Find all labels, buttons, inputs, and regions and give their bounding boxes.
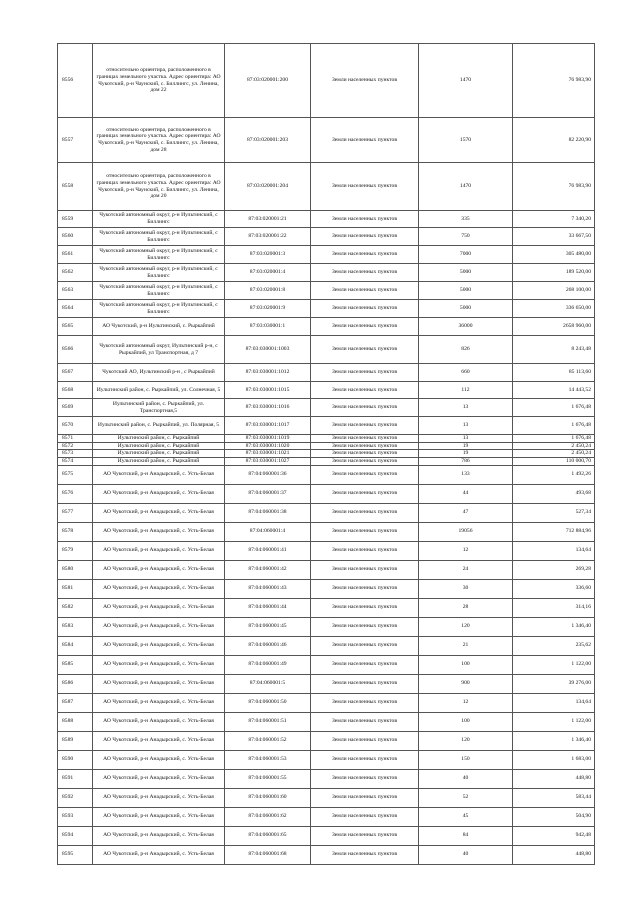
cell-num: 8583 (58, 617, 93, 636)
cell-cost: 110 000,70 (513, 458, 595, 466)
cell-cost: 1 492,26 (513, 465, 595, 484)
cell-cad: 87:03:020001:9 (225, 300, 311, 318)
cell-area: 40 (419, 769, 513, 788)
cell-addr: АО Чукотский, р-н Анадырский, с. Усть-Белая (93, 674, 225, 693)
cell-area: 13 (419, 417, 513, 435)
cell-cad: 87:04:060001:45 (225, 617, 311, 636)
cell-cat: Земли населенных пунктов (311, 712, 419, 731)
cell-addr: относительно ориентира, расположенного в границах земельного участка. Адрес ориентира: АО Чукотский, р-н Чаунский, с. Биллингс, ул. Ленина, дом 28 (93, 118, 225, 163)
cell-num: 8580 (58, 560, 93, 579)
cell-cat: Земли населенных пунктов (311, 674, 419, 693)
cell-cad: 87:04:060001:53 (225, 750, 311, 769)
cell-addr: АО Чукотский, р-н Анадырский, с. Усть-Белая (93, 826, 225, 845)
cell-num: 8595 (58, 845, 93, 864)
table-row (58, 674, 595, 693)
cell-cad: 87:04:060001:49 (225, 655, 311, 674)
cell-cost: 942,48 (513, 826, 595, 845)
cell-num: 8557 (58, 118, 93, 163)
table-row (58, 382, 595, 399)
table-row (58, 560, 595, 579)
table-row (58, 826, 595, 845)
document-page (57, 43, 594, 865)
cell-cat: Земли населенных пунктов (311, 264, 419, 282)
cell-cad: 87:04:060001:62 (225, 807, 311, 826)
cell-cat: Земли населенных пунктов (311, 399, 419, 417)
cell-addr: АО Чукотский, р-н Анадырский, с. Усть-Белая (93, 788, 225, 807)
cell-cat: Земли населенных пунктов (311, 693, 419, 712)
table-row (58, 731, 595, 750)
cell-cad: 87:03:030001:1015 (225, 382, 311, 399)
cell-cost: 314,16 (513, 598, 595, 617)
cell-cad: 87:03:020001:203 (225, 118, 311, 163)
cell-area: 335 (419, 211, 513, 228)
table-row (58, 655, 595, 674)
cell-area: 52 (419, 788, 513, 807)
table-row (58, 44, 595, 118)
cell-area: 1570 (419, 118, 513, 163)
cell-addr: АО Чукотский, р-н Анадырский, с. Усть-Белая (93, 484, 225, 503)
cell-cost: 14 443,52 (513, 382, 595, 399)
cell-cost: 305 480,00 (513, 246, 595, 264)
cell-num: 8558 (58, 163, 93, 211)
cell-cost: 1 346,40 (513, 617, 595, 636)
cell-num: 8563 (58, 282, 93, 300)
cell-num: 8559 (58, 211, 93, 228)
cell-cost: 134,64 (513, 541, 595, 560)
cell-cost: 712 884,96 (513, 522, 595, 541)
cell-num: 8560 (58, 228, 93, 246)
cell-addr: АО Чукотский, р-н Анадырский, с. Усть-Белая (93, 769, 225, 788)
cell-num: 8586 (58, 674, 93, 693)
cell-cost: 269,28 (513, 560, 595, 579)
cell-area: 28 (419, 598, 513, 617)
cell-cad: 87:04:060001:41 (225, 541, 311, 560)
cell-cad: 87:03:030001:1016 (225, 399, 311, 417)
cell-cost: 85 113,60 (513, 364, 595, 382)
cell-num: 8592 (58, 788, 93, 807)
cell-cat: Земли населенных пунктов (311, 211, 419, 228)
cell-area: 24 (419, 560, 513, 579)
cell-area: 47 (419, 503, 513, 522)
cell-area: 5000 (419, 264, 513, 282)
cell-cat: Земли населенных пунктов (311, 579, 419, 598)
table-body (58, 44, 595, 865)
table-row (58, 399, 595, 417)
table-row (58, 318, 595, 336)
cell-area: 40 (419, 845, 513, 864)
cell-cost: 8 243,48 (513, 336, 595, 364)
cell-addr: Чукотский АО, Иультинский р-н , с Рыркайпий (93, 364, 225, 382)
cell-cad: 87:04:060001:4 (225, 522, 311, 541)
cell-area: 44 (419, 484, 513, 503)
cell-cad: 87:04:060001:52 (225, 731, 311, 750)
cell-area: 900 (419, 674, 513, 693)
cell-cad: 87:03:030001:1017 (225, 417, 311, 435)
cell-cat: Земли населенных пунктов (311, 598, 419, 617)
cell-addr: относительно ориентира, расположенного в границах земельного участка. Адрес ориентира: АО Чукотский, р-н Чаунский, с. Биллингс, ул. Ленина, дом 20 (93, 163, 225, 211)
cell-cost: 583,44 (513, 788, 595, 807)
table-row (58, 246, 595, 264)
cell-cat: Земли населенных пунктов (311, 788, 419, 807)
cell-num: 8562 (58, 264, 93, 282)
cell-addr: Чукотский автономный округ, р-н Иультинский, с Биллингс (93, 228, 225, 246)
cell-cost: 1 676,48 (513, 435, 595, 443)
cell-num: 8578 (58, 522, 93, 541)
table-row (58, 522, 595, 541)
cell-num: 8567 (58, 364, 93, 382)
cell-cat: Земли населенных пунктов (311, 655, 419, 674)
cell-cost: 1 683,00 (513, 750, 595, 769)
cell-cad: 87:03:030001:1003 (225, 336, 311, 364)
cell-area: 1470 (419, 44, 513, 118)
cell-addr: АО Чукотский, р-н Анадырский, с. Усть-Белая (93, 598, 225, 617)
cell-cost: 189 520,00 (513, 264, 595, 282)
cell-cat: Земли населенных пунктов (311, 450, 419, 458)
cell-cat: Земли населенных пунктов (311, 118, 419, 163)
cell-area: 100 (419, 655, 513, 674)
cell-addr: Иультинский район, с. Рыркайпий, ул. Полярная, 5 (93, 417, 225, 435)
cell-cat: Земли населенных пунктов (311, 750, 419, 769)
cell-num: 8573 (58, 450, 93, 458)
cell-addr: относительно ориентира, расположенного в границах земельного участка. Адрес ориентира: АО Чукотский, р-н Чаунский, с. Биллингс, ул. Ленина, дом 22 (93, 44, 225, 118)
cell-addr: Чукотский автономный округ, р-н Иультинский, с Биллингс (93, 300, 225, 318)
table-row (58, 163, 595, 211)
table-row (58, 364, 595, 382)
cell-area: 45 (419, 807, 513, 826)
cell-cad: 87:04:060001:55 (225, 769, 311, 788)
cell-addr: АО Чукотский, р-н Анадырский, с. Усть-Белая (93, 693, 225, 712)
cell-cost: 527,34 (513, 503, 595, 522)
cell-area: 12 (419, 541, 513, 560)
table-row (58, 465, 595, 484)
cell-area: 13 (419, 399, 513, 417)
cell-cat: Земли населенных пунктов (311, 282, 419, 300)
cell-cat: Земли населенных пунктов (311, 484, 419, 503)
cell-num: 8579 (58, 541, 93, 560)
cell-cat: Земли населенных пунктов (311, 458, 419, 466)
cell-addr: Чукотский автономный округ, р-н Иультинский, с Биллингс (93, 264, 225, 282)
cell-cad: 87:03:020001:204 (225, 163, 311, 211)
cell-addr: АО Чукотский, р-н Анадырский, с. Усть-Белая (93, 541, 225, 560)
cell-cost: 1 676,48 (513, 417, 595, 435)
cell-num: 8585 (58, 655, 93, 674)
cell-addr: АО Чукотский, р-н Анадырский, с. Усть-Белая (93, 465, 225, 484)
land-registry-table (57, 43, 595, 865)
cell-addr: АО Чукотский, р-н Анадырский, с. Усть-Белая (93, 807, 225, 826)
cell-area: 112 (419, 382, 513, 399)
cell-addr: АО Чукотский, р-н Анадырский, с. Усть-Белая (93, 750, 225, 769)
table-row (58, 788, 595, 807)
cell-cost: 1 346,40 (513, 731, 595, 750)
cell-cost: 33 667,50 (513, 228, 595, 246)
cell-addr: Иультинский район, с. Рыркайпий, ул. Транспортная,5 (93, 399, 225, 417)
cell-area: 7000 (419, 246, 513, 264)
cell-cat: Земли населенных пунктов (311, 336, 419, 364)
cell-addr: Чукотский автономный округ, р-н Иультинский, с Биллингс (93, 246, 225, 264)
cell-cost: 336 650,00 (513, 300, 595, 318)
cell-cat: Земли населенных пунктов (311, 636, 419, 655)
cell-num: 8575 (58, 465, 93, 484)
table-row (58, 769, 595, 788)
cell-area: 120 (419, 731, 513, 750)
cell-addr: АО Чукотский, р-н Анадырский, с. Усть-Белая (93, 579, 225, 598)
cell-cat: Земли населенных пунктов (311, 541, 419, 560)
cell-cad: 87:04:060001:43 (225, 579, 311, 598)
cell-cat: Земли населенных пунктов (311, 522, 419, 541)
cell-cat: Земли населенных пунктов (311, 442, 419, 450)
cell-cat: Земли населенных пунктов (311, 163, 419, 211)
cell-cad: 87:03:020001:21 (225, 211, 311, 228)
table-row (58, 503, 595, 522)
cell-num: 8556 (58, 44, 93, 118)
cell-cost: 39 276,00 (513, 674, 595, 693)
cell-cost: 448,80 (513, 845, 595, 864)
cell-addr: АО Чукотский, р-н Анадырский, с. Усть-Белая (93, 712, 225, 731)
cell-cost: 82 220,90 (513, 118, 595, 163)
cell-area: 84 (419, 826, 513, 845)
cell-cad: 87:04:060001:38 (225, 503, 311, 522)
table-row (58, 118, 595, 163)
table-row (58, 450, 595, 458)
cell-num: 8577 (58, 503, 93, 522)
cell-addr: АО Чукотский, р-н Анадырский, с. Усть-Белая (93, 636, 225, 655)
cell-area: 30 (419, 579, 513, 598)
cell-num: 8565 (58, 318, 93, 336)
cell-cost: 134,64 (513, 693, 595, 712)
cell-cat: Земли населенных пунктов (311, 364, 419, 382)
table-row (58, 598, 595, 617)
cell-num: 8576 (58, 484, 93, 503)
cell-cat: Земли населенных пунктов (311, 826, 419, 845)
cell-area: 100 (419, 712, 513, 731)
cell-cat: Земли населенных пунктов (311, 560, 419, 579)
cell-addr: АО Чукотский, р-н Анадырский, с. Усть-Белая (93, 845, 225, 864)
cell-cad: 87:03:030001:1020 (225, 442, 311, 450)
cell-area: 750 (419, 228, 513, 246)
cell-cad: 87:03:030001:1027 (225, 458, 311, 466)
table-row (58, 458, 595, 466)
cell-area: 826 (419, 336, 513, 364)
cell-addr: АО Чукотский, р-н Анадырский, с. Усть-Белая (93, 560, 225, 579)
cell-cad: 87:03:020001:4 (225, 264, 311, 282)
cell-cad: 87:04:060001:68 (225, 845, 311, 864)
cell-cost: 2 450,24 (513, 450, 595, 458)
cell-num: 8564 (58, 300, 93, 318)
table-row (58, 228, 595, 246)
cell-cat: Земли населенных пунктов (311, 318, 419, 336)
cell-cad: 87:03:020001:8 (225, 282, 311, 300)
table-row (58, 211, 595, 228)
cell-area: 12 (419, 693, 513, 712)
cell-cat: Земли населенных пунктов (311, 417, 419, 435)
cell-addr: Чукотский автономный округ, Иультинский р-н, с Рыркайпий, ул Транспортная, д 7 (93, 336, 225, 364)
cell-cad: 87:04:060001:46 (225, 636, 311, 655)
cell-cat: Земли населенных пунктов (311, 807, 419, 826)
cell-area: 150 (419, 750, 513, 769)
table-row (58, 435, 595, 443)
cell-cat: Земли населенных пунктов (311, 435, 419, 443)
cell-cad: 87:03:030001:1019 (225, 435, 311, 443)
table-row (58, 750, 595, 769)
cell-addr: Иультинский район, с. Рыркайпий (93, 450, 225, 458)
cell-addr: Иультинский район, с. Рыркайпий, ул. Солнечная, 5 (93, 382, 225, 399)
cell-num: 8572 (58, 442, 93, 450)
cell-addr: АО Чукотский, р-н Анадырский, с. Усть-Белая (93, 655, 225, 674)
cell-num: 8569 (58, 399, 93, 417)
cell-num: 8570 (58, 417, 93, 435)
cell-addr: Иультинский район, с. Рыркайпий (93, 458, 225, 466)
cell-num: 8566 (58, 336, 93, 364)
cell-num: 8568 (58, 382, 93, 399)
cell-cost: 448,80 (513, 769, 595, 788)
cell-addr: АО Чукотский, р-н Анадырский, с. Усть-Белая (93, 503, 225, 522)
table-row (58, 712, 595, 731)
cell-area: 1470 (419, 163, 513, 211)
cell-cat: Земли населенных пунктов (311, 731, 419, 750)
cell-num: 8594 (58, 826, 93, 845)
table-row (58, 579, 595, 598)
cell-cost: 504,90 (513, 807, 595, 826)
cell-area: 5000 (419, 282, 513, 300)
table-row (58, 264, 595, 282)
cell-cost: 1 122,00 (513, 655, 595, 674)
cell-cat: Земли населенных пунктов (311, 382, 419, 399)
table-row (58, 636, 595, 655)
cell-area: 19 (419, 450, 513, 458)
cell-num: 8571 (58, 435, 93, 443)
cell-area: 133 (419, 465, 513, 484)
cell-cad: 87:04:060001:51 (225, 712, 311, 731)
cell-cad: 87:04:060001:65 (225, 826, 311, 845)
cell-addr: АО Чукотский, р-н Иультинский, с. Рыркайпий (93, 318, 225, 336)
table-row (58, 282, 595, 300)
cell-cad: 87:04:060001:44 (225, 598, 311, 617)
cell-area: 120 (419, 617, 513, 636)
cell-area: 13 (419, 435, 513, 443)
table-row (58, 617, 595, 636)
cell-cost: 1 122,00 (513, 712, 595, 731)
cell-num: 8581 (58, 579, 93, 598)
cell-area: 19056 (419, 522, 513, 541)
cell-cat: Земли населенных пунктов (311, 503, 419, 522)
cell-addr: Иультинский район, с. Рыркайпий (93, 442, 225, 450)
cell-num: 8582 (58, 598, 93, 617)
cell-cost: 2 450,24 (513, 442, 595, 450)
cell-addr: Чукотский автономный округ, р-н Иультинский, с Биллингс (93, 211, 225, 228)
cell-addr: АО Чукотский, р-н Анадырский, с. Усть-Белая (93, 617, 225, 636)
table-row (58, 417, 595, 435)
cell-cad: 87:04:060001:5 (225, 674, 311, 693)
cell-cad: 87:04:060001:42 (225, 560, 311, 579)
cell-cost: 76 983,90 (513, 163, 595, 211)
cell-addr: Чукотский автономный округ, р-н Иультинский, с Биллингс (93, 282, 225, 300)
cell-cost: 235,62 (513, 636, 595, 655)
table-row (58, 442, 595, 450)
cell-num: 8588 (58, 712, 93, 731)
cell-cat: Земли населенных пунктов (311, 300, 419, 318)
cell-cost: 2658 960,00 (513, 318, 595, 336)
cell-cad: 87:03:020001:3 (225, 246, 311, 264)
cell-num: 8591 (58, 769, 93, 788)
table-row (58, 484, 595, 503)
cell-num: 8589 (58, 731, 93, 750)
table-row (58, 541, 595, 560)
cell-cat: Земли населенных пунктов (311, 769, 419, 788)
cell-addr: Иультинский район, с. Рыркайпий (93, 435, 225, 443)
cell-area: 5000 (419, 300, 513, 318)
table-row (58, 807, 595, 826)
cell-cad: 87:04:060001:37 (225, 484, 311, 503)
table-row (58, 845, 595, 864)
table-row (58, 693, 595, 712)
cell-addr: АО Чукотский, р-н Анадырский, с. Усть-Белая (93, 731, 225, 750)
cell-cad: 87:04:060001:36 (225, 465, 311, 484)
cell-cost: 1 676,48 (513, 399, 595, 417)
cell-cad: 87:03:020001:22 (225, 228, 311, 246)
cell-num: 8574 (58, 458, 93, 466)
table-row (58, 336, 595, 364)
cell-cat: Земли населенных пунктов (311, 617, 419, 636)
cell-cost: 493,68 (513, 484, 595, 503)
cell-num: 8561 (58, 246, 93, 264)
cell-cost: 7 340,20 (513, 211, 595, 228)
cell-cat: Земли населенных пунктов (311, 465, 419, 484)
cell-area: 19 (419, 442, 513, 450)
cell-num: 8584 (58, 636, 93, 655)
cell-cat: Земли населенных пунктов (311, 228, 419, 246)
cell-num: 8590 (58, 750, 93, 769)
cell-cad: 87:03:030001:1021 (225, 450, 311, 458)
cell-area: 21 (419, 636, 513, 655)
cell-cat: Земли населенных пунктов (311, 44, 419, 118)
cell-area: 786 (419, 458, 513, 466)
cell-cat: Земли населенных пунктов (311, 246, 419, 264)
cell-num: 8587 (58, 693, 93, 712)
cell-area: 36000 (419, 318, 513, 336)
cell-cost: 336,60 (513, 579, 595, 598)
cell-cad: 87:03:020001:200 (225, 44, 311, 118)
cell-cad: 87:04:060001:60 (225, 788, 311, 807)
cell-cad: 87:03:030001:1012 (225, 364, 311, 382)
cell-addr: АО Чукотский, р-н Анадырский, с. Усть-Белая (93, 522, 225, 541)
cell-cad: 87:03:030001:1 (225, 318, 311, 336)
cell-cad: 87:04:060001:50 (225, 693, 311, 712)
cell-area: 660 (419, 364, 513, 382)
cell-cat: Земли населенных пунктов (311, 845, 419, 864)
table-row (58, 300, 595, 318)
cell-cost: 76 983,90 (513, 44, 595, 118)
cell-cost: 268 100,00 (513, 282, 595, 300)
cell-num: 8593 (58, 807, 93, 826)
